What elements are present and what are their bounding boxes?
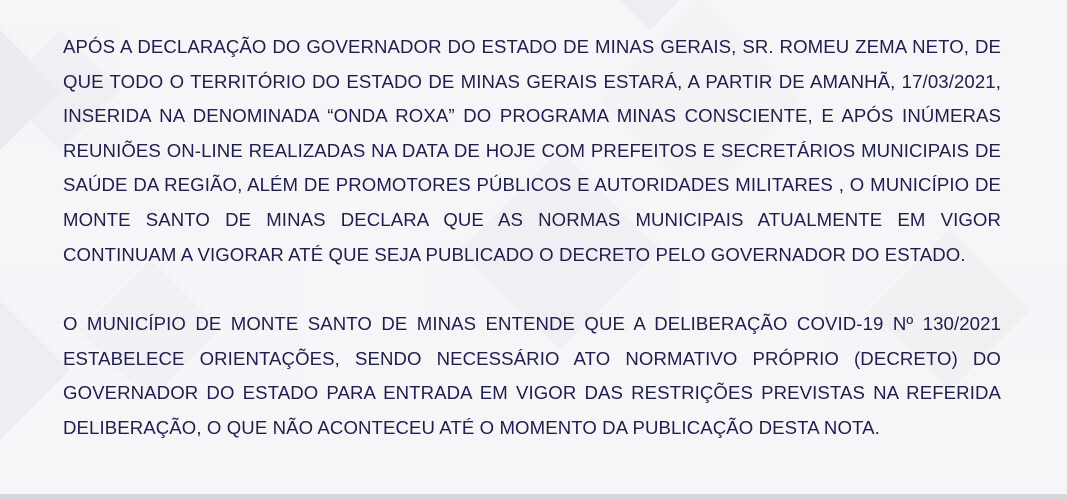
notice-document xyxy=(63,30,1001,446)
paragraph-declaration: APÓS A DECLARAÇÃO DO GOVERNADOR DO ESTADO DE MINAS GERAIS, SR. ROMEU ZEMA NETO, DE QUE TODO O TERRITÓRIO DO ESTADO DE MINAS GERAIS ESTARÁ, A PARTIR DE AMANHÃ, 17/03/2021, INSERIDA NA DENOMINADA “ONDA ROXA” DO PROGRAMA MINAS CONSCIENTE, E APÓS INÚMERAS REUNIÕES ON-LINE REALIZADAS NA DATA DE HOJE COM PREFEITOS E SECRETÁRIOS MUNICIPAIS DE SAÚDE DA REGIÃO, ALÉM DE PROMOTORES PÚBLICOS E AUTORIDADES MILITARES , O MUNICÍPIO DE MONTE SANTO DE MINAS DECLARA QUE AS NORMAS MUNICIPAIS ATUALMENTE EM VIGOR CONTINUAM A VIGORAR ATÉ QUE SEJA PUBLICADO O DECRETO PELO GOVERNADOR DO ESTADO. xyxy=(63,36,1001,265)
paragraph-deliberation: O MUNICÍPIO DE MONTE SANTO DE MINAS ENTENDE QUE A DELIBERAÇÃO COVID-19 Nº 130/2021 ESTABELECE ORIENTAÇÕES, SENDO NECESSÁRIO ATO NORMATIVO PRÓPRIO (DECRETO) DO GOVERNADOR DO ESTADO PARA ENTRADA EM VIGOR DAS RESTRIÇÕES PREVISTAS NA REFERIDA DELIBERAÇÃO, O QUE NÃO ACONTECEU ATÉ O MOMENTO DA PUBLICAÇÃO DESTA NOTA. xyxy=(63,313,1001,438)
